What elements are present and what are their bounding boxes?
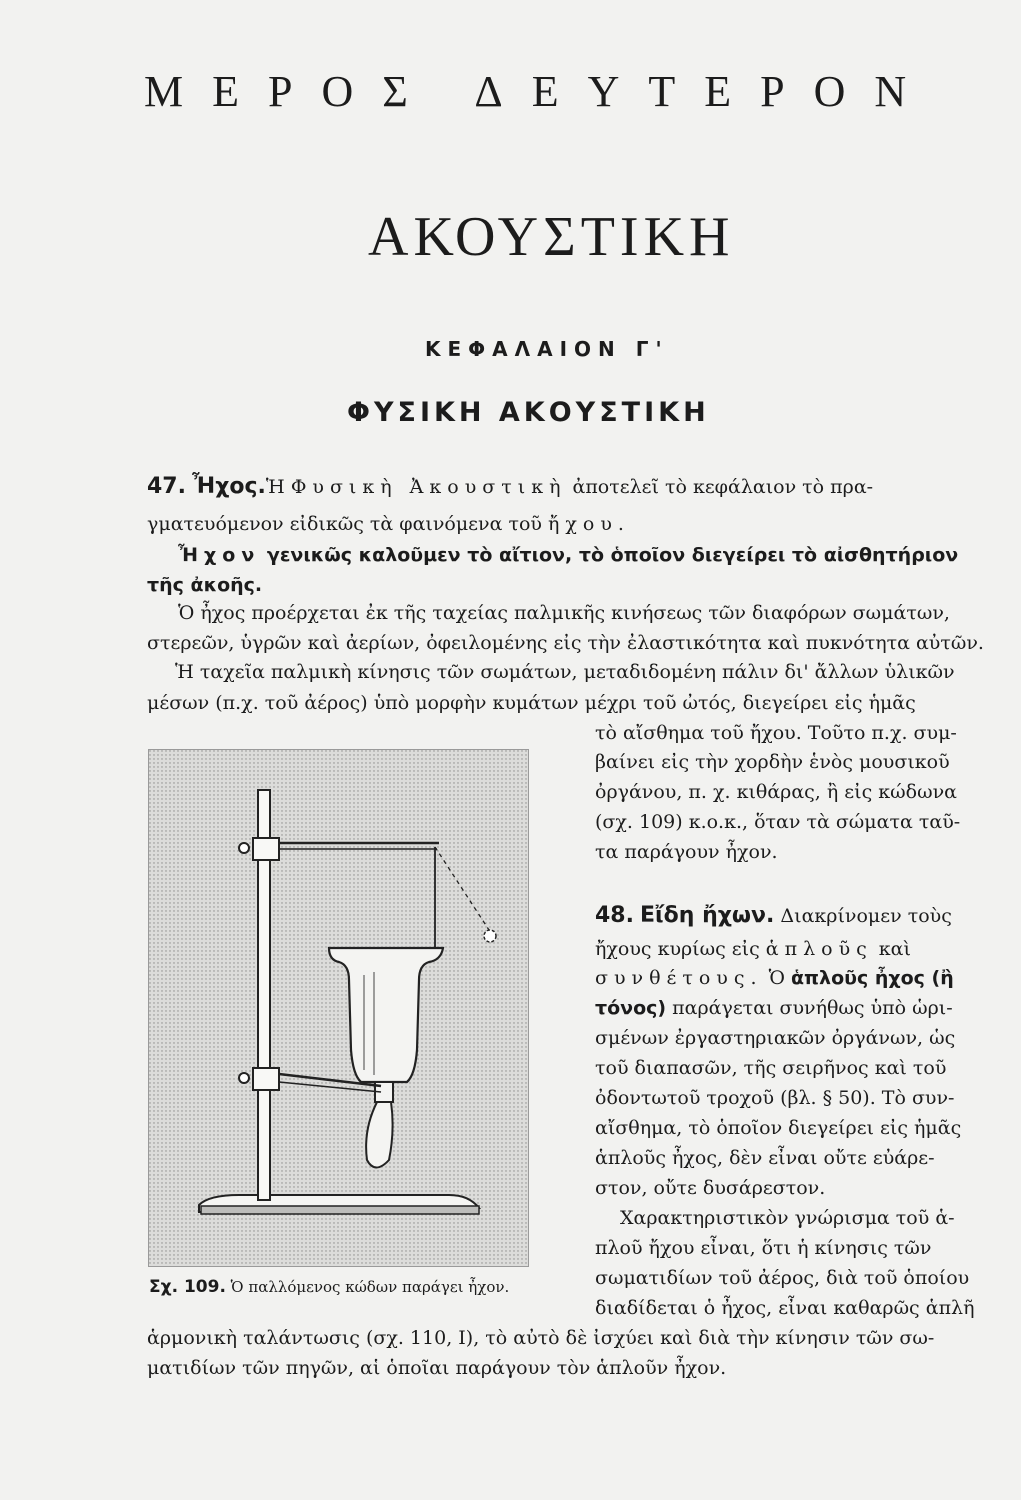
paragraph-line: αἴσθημα, τὸ ὁποῖον διεγείρει εἰς ἡμᾶς [595, 1117, 962, 1139]
section-47-line-1 [147, 476, 873, 498]
text-run: Ἡ [265, 476, 291, 498]
paragraph-line: στερεῶν, ὑγρῶν καὶ ἀερίων, ὀφειλομένης εἰς τὴν ἐλαστικότητα καὶ πυκνότητα αὐτῶν. [147, 632, 984, 654]
figure-caption [149, 1277, 509, 1297]
chapter-label: ΚΕΦΑΛΑΙΟΝ Γ' [425, 337, 669, 361]
section-heading: Ἦχος. [192, 474, 266, 499]
upper-clamp-screw [239, 843, 249, 853]
section-48-line-3 [595, 969, 954, 988]
spaced-term: ἁπλοῦς [765, 938, 873, 960]
text-run: ἀποτελεῖ τὸ κεφάλαιον τὸ πρα- [566, 476, 874, 498]
text-run: Ὁ [762, 967, 791, 989]
paragraph-line: τοῦ διαπασῶν, τῆς σειρῆνος καὶ τοῦ [595, 1057, 947, 1079]
paragraph-line: ἁρμονικὴ ταλάντωσις (σχ. 110, Ι), τὸ αὐτὸ δὲ ἰσχύει καὶ διὰ τὴν κίνησιν τῶν σω- [147, 1327, 935, 1349]
text-run: γματευόμενον εἰδικῶς τὰ φαινόμενα τοῦ [147, 513, 548, 535]
paragraph-line: σωματιδίων τοῦ ἀέρος, διὰ τοῦ ὁποίου [595, 1267, 970, 1289]
spaced-term: Ἦχον [178, 544, 261, 566]
part-title: ΜΕΡΟΣ ΔΕΥΤΕΡΟΝ [144, 67, 936, 116]
text-run: καὶ [872, 938, 911, 960]
vibrating-bell-illustration [149, 750, 528, 1266]
paragraph-line: βαίνει εἰς τὴν χορδὴν ἑνὸς μουσικοῦ [595, 751, 950, 773]
lower-clamp-screw [239, 1073, 249, 1083]
paragraph-line: Χαρακτηριστικὸν γνώρισμα τοῦ ἁ- [620, 1207, 955, 1229]
text-run: Διακρίνομεν τοὺς [774, 905, 952, 927]
figure-109 [148, 749, 529, 1267]
definition-line-1 [178, 546, 958, 565]
bold-term: τόνος) [595, 997, 667, 1019]
figure-text: Ὁ παλλόμενος κώδων παράγει ἦχον. [225, 1278, 510, 1296]
section-48-line-4 [595, 999, 953, 1018]
paragraph-line: πλοῦ ἤχου εἶναι, ὅτι ἡ κίνησις τῶν [595, 1237, 932, 1259]
paragraph-line: σμένων ἐργαστηριακῶν ὀργάνων, ὡς [595, 1027, 956, 1049]
text-run: παράγεται συνήθως ὑπὸ ὡρι- [666, 997, 953, 1019]
paragraph-line: ματιδίων τῶν πηγῶν, αἱ ὁποῖαι παράγουν τὸν ἁπλοῦν ἦχον. [147, 1357, 727, 1379]
spaced-term: συνθέτους. [595, 967, 763, 989]
main-title: ΑΚΟΥΣΤΙΚΗ [368, 206, 735, 268]
section-48-line-2 [595, 940, 911, 959]
paragraph-line: στον, οὔτε δυσάρεστον. [595, 1177, 826, 1199]
section-47-line-2 [147, 515, 630, 534]
text-run: ἤχους κυρίως εἰς [595, 938, 766, 960]
paragraph-line: ὀδοντωτοῦ τροχοῦ (βλ. § 50). Τὸ συν- [595, 1087, 955, 1109]
section-48-line-1 [595, 905, 952, 927]
figure-background [149, 750, 528, 1266]
lower-clamp [253, 1068, 279, 1090]
section-number: 48. [595, 903, 634, 928]
paragraph-line: τα παράγουν ἦχον. [595, 841, 778, 863]
paragraph-line: διαδίδεται ὁ ἦχος, εἶναι καθαρῶς ἁπλῆ [595, 1297, 975, 1319]
paragraph-line: μέσων (π.χ. τοῦ ἀέρος) ὑπὸ μορφὴν κυμάτων μέχρι τοῦ ὠτός, διεγείρει εἰς ἡμᾶς [147, 692, 916, 714]
spaced-term: Φυσικὴ Ἀκουστικὴ [290, 476, 567, 498]
paragraph-line: Ἡ ταχεῖα παλμικὴ κίνησις τῶν σωμάτων, μεταδιδομένη πάλιν δι' ἄλλων ὑλικῶν [175, 661, 955, 683]
paragraph-line: Ὁ ἦχος προέρχεται ἐκ τῆς ταχείας παλμικῆς κινήσεως τῶν διαφόρων σωμάτων, [178, 602, 950, 624]
text-run: γενικῶς καλοῦμεν τὸ αἴτιον, τὸ ὁποῖον διεγείρει τὸ αἰσθητήριον [260, 544, 959, 566]
bold-term: ἁπλοῦς ἦχος (ἢ [790, 967, 954, 989]
definition-line-2: τῆς ἀκοῆς. [147, 574, 263, 596]
figure-label: Σχ. 109. [149, 1277, 226, 1297]
pendulum-ball-ghost [484, 930, 496, 942]
section-number: 47. [147, 474, 186, 499]
paragraph-line: (σχ. 109) κ.ο.κ., ὅταν τὰ σώματα ταῦ- [595, 811, 961, 833]
paragraph-line: ἁπλοῦς ἦχος, δὲν εἶναι οὔτε εὐάρε- [595, 1147, 935, 1169]
spaced-term: ἤχου. [548, 513, 630, 535]
paragraph-line: τὸ αἴσθημα τοῦ ἤχου. Τοῦτο π.χ. συμ- [595, 722, 957, 744]
section-heading: Εἴδη ἤχων. [640, 903, 775, 928]
paragraph-line: ὀργάνου, π. χ. κιθάρας, ἢ εἰς κώδωνα [595, 781, 957, 803]
base-edge [201, 1206, 479, 1214]
chapter-title: ΦΥΣΙΚΗ ΑΚΟΥΣΤΙΚΗ [347, 397, 710, 428]
upper-clamp [253, 838, 279, 860]
